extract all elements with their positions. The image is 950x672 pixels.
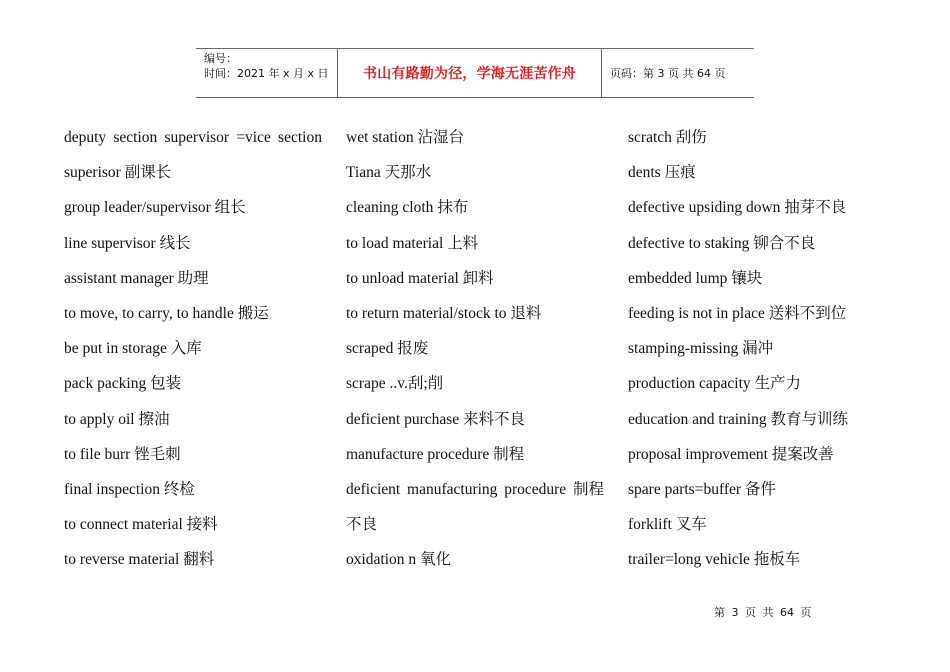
word: supervisor bbox=[164, 129, 230, 146]
glossary-entry: trailer=long vehicle 拖板车 bbox=[628, 551, 801, 569]
glossary-entry: to connect material 接料 bbox=[64, 516, 218, 534]
glossary-entry: embedded lump 镶块 bbox=[628, 269, 763, 287]
word: 制程 bbox=[572, 480, 604, 498]
header-page-cell bbox=[602, 49, 754, 97]
word: procedure bbox=[504, 480, 567, 498]
glossary-entry: to reverse material 翻料 bbox=[64, 551, 215, 569]
glossary-entry: to move, to carry, to handle 搬运 bbox=[64, 304, 269, 322]
glossary-entry: scrape ..v.刮;削 bbox=[346, 375, 444, 393]
glossary-entry: oxidation n 氧化 bbox=[346, 551, 452, 569]
glossary-column-3 bbox=[628, 125, 868, 582]
glossary-entry: superisor 副课长 bbox=[64, 164, 172, 182]
glossary-entry: defective upsiding down 抽芽不良 bbox=[628, 199, 847, 217]
glossary-entry-wrapped bbox=[64, 125, 322, 160]
glossary-entry: line supervisor 线长 bbox=[64, 234, 191, 252]
glossary-entry: cleaning cloth 抹布 bbox=[346, 199, 469, 217]
glossary-entry-wrapped bbox=[346, 477, 604, 512]
glossary-entry: production capacity 生产力 bbox=[628, 375, 802, 393]
glossary-entry: manufacture procedure 制程 bbox=[346, 445, 525, 463]
glossary-column-2 bbox=[346, 125, 604, 582]
word: manufacturing bbox=[407, 480, 498, 498]
page-footer: 第 3 页 共 64 页 bbox=[714, 606, 812, 619]
header-motto-cell bbox=[338, 49, 602, 97]
glossary-entry: Tiana 天那水 bbox=[346, 164, 432, 182]
glossary-entry: wet station 沾湿台 bbox=[346, 129, 464, 146]
word: =vice bbox=[236, 129, 271, 146]
glossary-entry: assistant manager 助理 bbox=[64, 269, 209, 287]
glossary-entry: stamping-missing 漏冲 bbox=[628, 340, 774, 358]
word: section bbox=[113, 129, 158, 146]
glossary-entry: scratch 刮伤 bbox=[628, 129, 707, 146]
glossary-entry: to return material/stock to 退料 bbox=[346, 304, 542, 322]
glossary-entry: to apply oil 擦油 bbox=[64, 410, 170, 428]
glossary-entry: group leader/supervisor 组长 bbox=[64, 199, 246, 217]
glossary-entry: final inspection 终检 bbox=[64, 480, 195, 498]
glossary-entry: to file burr 锉毛刺 bbox=[64, 445, 181, 463]
glossary-entry: to unload material 卸料 bbox=[346, 269, 494, 287]
glossary-entry: education and training 教育与训练 bbox=[628, 410, 848, 428]
word: deputy bbox=[64, 129, 107, 146]
glossary-entry: deficient purchase 来料不良 bbox=[346, 410, 526, 428]
motto-text: 书山有路勤为径，学海无涯苦作舟 bbox=[363, 66, 576, 82]
word: deficient bbox=[346, 480, 401, 498]
header-meta-cell bbox=[196, 49, 338, 97]
glossary-entry: scraped 报废 bbox=[346, 340, 429, 358]
glossary-entry: defective to staking 铆合不良 bbox=[628, 234, 816, 252]
glossary-column-1 bbox=[64, 125, 322, 582]
glossary-entry: spare parts=buffer 备件 bbox=[628, 480, 776, 498]
serial-number-label: 编号： bbox=[204, 52, 237, 65]
document-header bbox=[196, 48, 754, 98]
time-label: 时间：2021 年 x 月 x 日 bbox=[204, 67, 329, 80]
glossary-entry: be put in storage 入库 bbox=[64, 340, 202, 358]
glossary-entry: feeding is not in place 送料不到位 bbox=[628, 304, 847, 322]
page-code: 页码：第 3 页 共 64 页 bbox=[610, 67, 726, 80]
glossary-entry: proposal improvement 提案改善 bbox=[628, 445, 834, 463]
glossary-entry: to load material 上料 bbox=[346, 234, 479, 252]
glossary-entry: pack packing 包装 bbox=[64, 375, 182, 393]
glossary-entry: 不良 bbox=[346, 516, 378, 534]
glossary-entry: forklift 叉车 bbox=[628, 516, 707, 534]
word: section bbox=[278, 129, 322, 146]
glossary-entry: dents 压痕 bbox=[628, 164, 696, 182]
